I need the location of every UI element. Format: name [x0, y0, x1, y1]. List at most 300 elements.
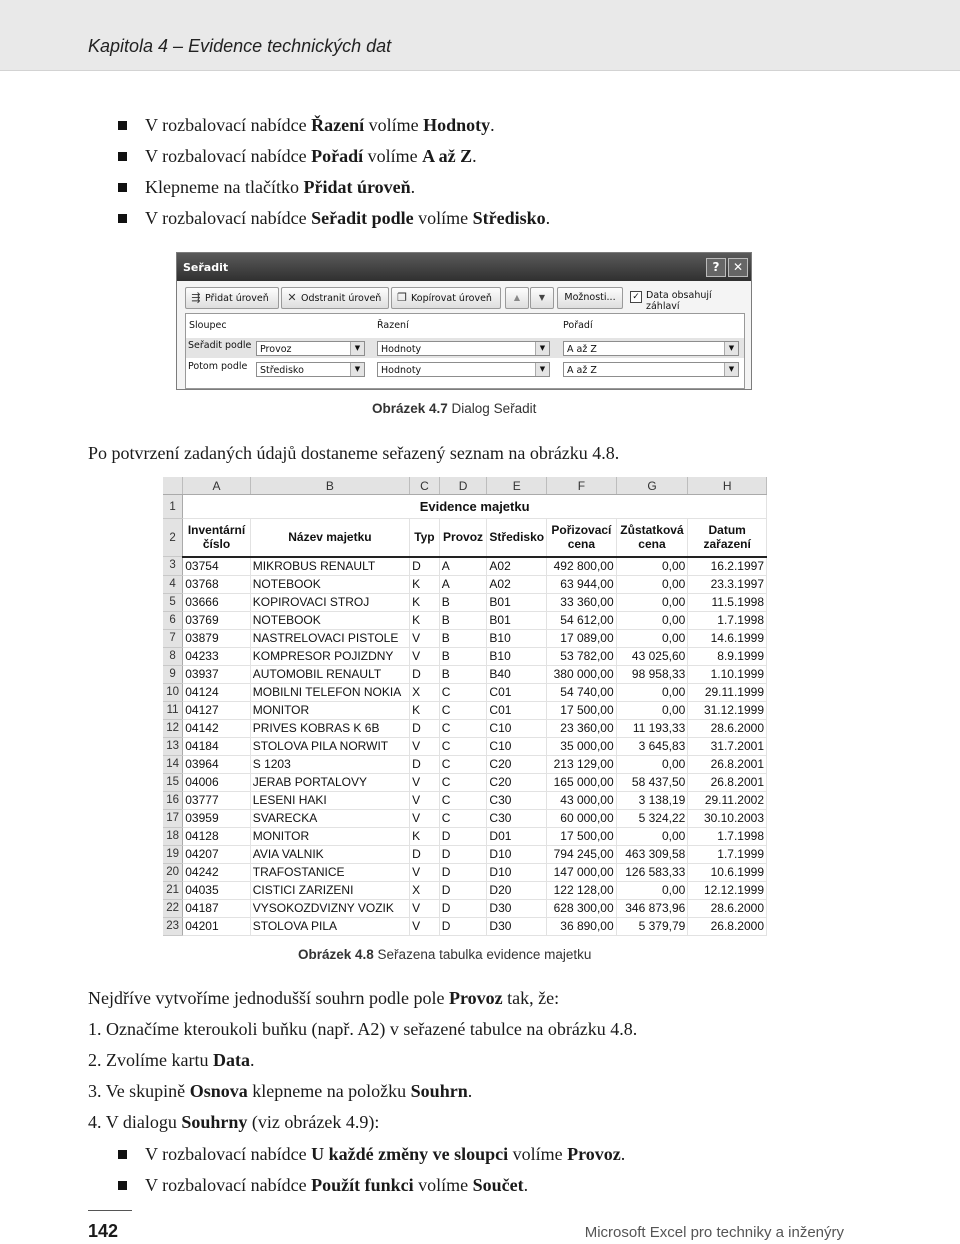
chevron-down-icon: ▼	[535, 342, 549, 355]
table-cell[interactable]: 36 890,00	[547, 917, 617, 935]
table-cell[interactable]: 35 000,00	[547, 737, 617, 755]
table-cell[interactable]: B	[439, 611, 487, 629]
remove-level-button[interactable]: ✕ Odstranit úroveň	[281, 287, 389, 309]
table-cell[interactable]: 04187	[183, 899, 250, 917]
close-button[interactable]: ✕	[728, 258, 748, 277]
options-button[interactable]: Možnosti...	[557, 287, 623, 309]
row-number[interactable]: 18	[163, 827, 183, 845]
top-bullet-list	[118, 114, 550, 238]
header-line: Datum	[708, 523, 746, 538]
header-line: Provoz	[443, 530, 484, 545]
header-line: cena	[567, 537, 596, 552]
chevron-down-icon: ▼	[350, 342, 364, 355]
column-letter[interactable]: H	[688, 477, 767, 495]
row-number[interactable]: 10	[163, 683, 183, 701]
table-cell[interactable]: X	[410, 881, 440, 899]
row-number[interactable]: 12	[163, 719, 183, 737]
table-cell[interactable]: 28.6.2000	[688, 719, 767, 737]
table-cell[interactable]: D	[410, 719, 440, 737]
table-cell[interactable]: 53 782,00	[547, 647, 617, 665]
table-cell[interactable]: D	[410, 665, 440, 683]
header-line: cena	[638, 537, 666, 552]
table-cell[interactable]: 63 944,00	[547, 575, 617, 593]
chapter-title: Kapitola 4 – Evidence technických dat	[88, 36, 392, 56]
column-letter[interactable]: G	[616, 477, 688, 495]
table-cell[interactable]: 147 000,00	[547, 863, 617, 881]
table-cell[interactable]: 04242	[183, 863, 250, 881]
table-cell[interactable]: 04207	[183, 845, 250, 863]
paragraph: Po potvrzení zadaných údajů dostaneme seřazený seznam na obrázku 4.8.	[88, 443, 620, 463]
bullet-item: V rozbalovací nabídce Seřadit podle volíme Středisko.	[118, 207, 550, 238]
table-cell[interactable]: 1.7.1999	[688, 845, 767, 863]
table-cell[interactable]: D	[439, 917, 487, 935]
then-by-label: Potom podle	[188, 361, 248, 372]
header-row	[163, 519, 767, 557]
row-number[interactable]: 7	[163, 629, 183, 647]
table-cell[interactable]: 29.11.2002	[688, 791, 767, 809]
table-cell[interactable]: 43 000,00	[547, 791, 617, 809]
table-cell[interactable]: D	[410, 557, 440, 576]
chevron-down-icon: ▼	[350, 363, 364, 376]
table-cell[interactable]: C10	[487, 719, 547, 737]
table-row	[163, 881, 767, 899]
table-row	[163, 629, 767, 647]
table-cell[interactable]: 8.9.1999	[688, 647, 767, 665]
table-cell[interactable]: D	[439, 827, 487, 845]
table-row	[163, 737, 767, 755]
table-cell[interactable]: MONITOR	[250, 701, 409, 719]
table-cell[interactable]: 0,00	[616, 557, 688, 576]
column-header-cell[interactable]	[410, 519, 440, 557]
table-cell[interactable]: C30	[487, 809, 547, 827]
table-cell[interactable]: 11 193,33	[616, 719, 688, 737]
row-number[interactable]: 11	[163, 701, 183, 719]
table-cell[interactable]: C	[439, 683, 487, 701]
figure-caption: Obrázek 4.8 Seřazena tabulka evidence majetku	[298, 947, 592, 962]
table-cell[interactable]: LESENI HAKI	[250, 791, 409, 809]
bullet-square-icon	[118, 152, 127, 161]
table-cell[interactable]: 17 500,00	[547, 827, 617, 845]
table-cell[interactable]: AVIA VALNIK	[250, 845, 409, 863]
table-cell[interactable]: 04142	[183, 719, 250, 737]
table-cell[interactable]: B10	[487, 647, 547, 665]
table-cell[interactable]: 213 129,00	[547, 755, 617, 773]
table-cell[interactable]: K	[410, 593, 440, 611]
table-cell[interactable]: 03768	[183, 575, 250, 593]
table-cell[interactable]: A	[439, 575, 487, 593]
table-row	[163, 917, 767, 935]
paragraph: Nejdříve vytvoříme jednodušší souhrn podle pole Provoz tak, že:	[88, 988, 560, 1008]
dialog-titlebar	[177, 253, 751, 281]
table-cell[interactable]: 10.6.1999	[688, 863, 767, 881]
row-number[interactable]: 9	[163, 665, 183, 683]
step-item: 2. Zvolíme kartu Data.	[88, 1050, 255, 1070]
row-number[interactable]: 21	[163, 881, 183, 899]
table-cell[interactable]: KOPIROVACI STROJ	[250, 593, 409, 611]
table-cell[interactable]: MONITOR	[250, 827, 409, 845]
sheet-table	[163, 477, 767, 936]
table-cell[interactable]: 26.8.2000	[688, 917, 767, 935]
table-cell[interactable]: CISTICI ZARIZENI	[250, 881, 409, 899]
table-cell[interactable]: 03666	[183, 593, 250, 611]
figure-caption: Obrázek 4.7 Dialog Seřadit	[372, 401, 537, 416]
table-cell[interactable]: V	[410, 917, 440, 935]
sheet-title[interactable]: Evidence majetku	[183, 495, 767, 519]
table-cell[interactable]: 346 873,96	[616, 899, 688, 917]
table-cell[interactable]: 60 000,00	[547, 809, 617, 827]
add-level-button[interactable]: ⇶ Přidat úroveň	[185, 287, 279, 309]
table-cell[interactable]: 26.8.2001	[688, 755, 767, 773]
column-header-cell[interactable]	[183, 519, 250, 557]
header-checkbox-label: Data obsahují záhlaví	[646, 290, 712, 312]
sort-levels-grid	[185, 313, 745, 389]
table-cell[interactable]: V	[410, 791, 440, 809]
table-cell[interactable]: 0,00	[616, 755, 688, 773]
dialog-title: Seřadit	[183, 261, 229, 274]
sort-on-header: Řazení	[377, 320, 409, 331]
row-number[interactable]: 4	[163, 575, 183, 593]
sort-by-column-select[interactable]: Provoz ▼	[256, 341, 365, 356]
column-header-cell[interactable]	[616, 519, 688, 557]
table-cell[interactable]: A02	[487, 575, 547, 593]
table-cell[interactable]: K	[410, 611, 440, 629]
step-item: 1. Označíme kteroukoli buňku (např. A2) v seřazené tabulce na obrázku 4.8.	[88, 1019, 638, 1039]
book-title: Microsoft Excel pro techniky a inženýry	[584, 1224, 844, 1241]
table-cell[interactable]: 1.10.1999	[688, 665, 767, 683]
table-cell[interactable]: C	[439, 737, 487, 755]
table-cell[interactable]: NASTRELOVACI PISTOLE	[250, 629, 409, 647]
table-cell[interactable]: 30.10.2003	[688, 809, 767, 827]
bottom-bullet-list	[118, 1143, 625, 1205]
table-cell[interactable]: 17 500,00	[547, 701, 617, 719]
table-cell[interactable]: 0,00	[616, 593, 688, 611]
table-cell[interactable]: S 1203	[250, 755, 409, 773]
column-letter[interactable]: B	[250, 477, 409, 495]
column-letter[interactable]: E	[487, 477, 547, 495]
sort-by-sorton-select[interactable]: Hodnoty ▼	[377, 341, 550, 356]
table-cell[interactable]: 5 324,22	[616, 809, 688, 827]
bullet-item: V rozbalovací nabídce U každé změny ve sloupci volíme Provoz.	[118, 1143, 625, 1174]
table-cell[interactable]: A02	[487, 557, 547, 576]
header-line: Typ	[414, 530, 435, 545]
table-cell[interactable]: 628 300,00	[547, 899, 617, 917]
table-cell[interactable]: D	[439, 845, 487, 863]
header-line: Středisko	[489, 530, 545, 545]
table-cell[interactable]: 463 309,58	[616, 845, 688, 863]
table-cell[interactable]: D	[410, 845, 440, 863]
table-cell[interactable]: 31.12.1999	[688, 701, 767, 719]
row-number[interactable]: 13	[163, 737, 183, 755]
sort-by-label: Seřadit podle	[188, 340, 252, 351]
table-cell[interactable]: C20	[487, 755, 547, 773]
table-cell[interactable]: 23.3.1997	[688, 575, 767, 593]
bullet-item: Klepneme na tlačítko Přidat úroveň.	[118, 176, 550, 207]
table-cell[interactable]: 492 800,00	[547, 557, 617, 576]
table-row	[163, 575, 767, 593]
table-cell[interactable]: TRAFOSTANICE	[250, 863, 409, 881]
table-cell[interactable]: STOLOVA PILA NORWIT	[250, 737, 409, 755]
table-cell[interactable]: 794 245,00	[547, 845, 617, 863]
help-button[interactable]: ?	[706, 258, 726, 277]
table-cell[interactable]: 33 360,00	[547, 593, 617, 611]
table-cell[interactable]: V	[410, 647, 440, 665]
row-number[interactable]: 2	[163, 519, 183, 557]
table-cell[interactable]: 04127	[183, 701, 250, 719]
table-cell[interactable]: STOLOVA PILA	[250, 917, 409, 935]
table-cell[interactable]: C	[439, 755, 487, 773]
table-cell[interactable]: 165 000,00	[547, 773, 617, 791]
table-cell[interactable]: D10	[487, 863, 547, 881]
table-cell[interactable]: D	[439, 899, 487, 917]
table-row	[163, 611, 767, 629]
table-cell[interactable]: 03964	[183, 755, 250, 773]
column-header-cell[interactable]	[250, 519, 409, 557]
row-number[interactable]: 1	[163, 495, 183, 519]
column-letter[interactable]: D	[439, 477, 487, 495]
table-cell[interactable]: D30	[487, 917, 547, 935]
column-header: Sloupec	[189, 320, 227, 331]
table-cell[interactable]: C	[439, 791, 487, 809]
table-row	[163, 719, 767, 737]
row-number[interactable]: 20	[163, 863, 183, 881]
column-header-cell[interactable]	[547, 519, 617, 557]
table-cell[interactable]: V	[410, 629, 440, 647]
table-cell[interactable]: 3 645,83	[616, 737, 688, 755]
table-cell[interactable]: 14.6.1999	[688, 629, 767, 647]
delete-icon: ✕	[287, 291, 297, 304]
row-number[interactable]: 5	[163, 593, 183, 611]
table-cell[interactable]: D01	[487, 827, 547, 845]
table-cell[interactable]: C01	[487, 683, 547, 701]
table-cell[interactable]: 29.11.1999	[688, 683, 767, 701]
table-cell[interactable]: 03777	[183, 791, 250, 809]
table-cell[interactable]: 28.6.2000	[688, 899, 767, 917]
header-line: Zůstatková	[620, 523, 684, 538]
step-item: 4. V dialogu Souhrny (viz obrázek 4.9):	[88, 1112, 380, 1132]
table-cell[interactable]: 03754	[183, 557, 250, 576]
table-cell[interactable]: C20	[487, 773, 547, 791]
table-cell[interactable]: D10	[487, 845, 547, 863]
column-header-cell[interactable]	[439, 519, 487, 557]
table-cell[interactable]: 04233	[183, 647, 250, 665]
table-row	[163, 557, 767, 576]
table-cell[interactable]: X	[410, 683, 440, 701]
table-cell[interactable]: 26.8.2001	[688, 773, 767, 791]
table-row	[163, 755, 767, 773]
select-all-corner[interactable]	[163, 477, 183, 495]
row-number[interactable]: 8	[163, 647, 183, 665]
table-cell[interactable]: 04201	[183, 917, 250, 935]
row-number[interactable]: 22	[163, 899, 183, 917]
table-cell[interactable]: 54 612,00	[547, 611, 617, 629]
table-cell[interactable]: V	[410, 899, 440, 917]
row-number[interactable]: 6	[163, 611, 183, 629]
row-number[interactable]: 19	[163, 845, 183, 863]
table-row	[163, 845, 767, 863]
table-cell[interactable]: A	[439, 557, 487, 576]
table-cell[interactable]: 0,00	[616, 701, 688, 719]
table-cell[interactable]: PRIVES KOBRAS K 6B	[250, 719, 409, 737]
move-down-button[interactable]: ▼	[530, 287, 554, 309]
table-cell[interactable]: 23 360,00	[547, 719, 617, 737]
table-cell[interactable]: B01	[487, 611, 547, 629]
table-cell[interactable]: 0,00	[616, 827, 688, 845]
table-cell[interactable]: 11.5.1998	[688, 593, 767, 611]
row-number[interactable]: 15	[163, 773, 183, 791]
table-row	[163, 665, 767, 683]
copy-level-button[interactable]: ❐ Kopírovat úroveň	[391, 287, 501, 309]
table-cell[interactable]: B	[439, 593, 487, 611]
table-cell[interactable]: NOTEBOOK	[250, 611, 409, 629]
table-cell[interactable]: 31.7.2001	[688, 737, 767, 755]
table-cell[interactable]: 16.2.1997	[688, 557, 767, 576]
bullet-square-icon	[118, 183, 127, 192]
table-cell[interactable]: VYSOKOZDVIZNY VOZIK	[250, 899, 409, 917]
table-cell[interactable]: MOBILNI TELEFON NOKIA	[250, 683, 409, 701]
table-cell[interactable]: C01	[487, 701, 547, 719]
table-cell[interactable]: C	[439, 719, 487, 737]
table-cell[interactable]: 54 740,00	[547, 683, 617, 701]
table-cell[interactable]: MIKROBUS RENAULT	[250, 557, 409, 576]
table-row	[163, 773, 767, 791]
table-cell[interactable]: V	[410, 773, 440, 791]
step-item: 3. Ve skupině Osnova klepneme na položku Souhrn.	[88, 1081, 473, 1101]
table-cell[interactable]: 0,00	[616, 881, 688, 899]
table-cell[interactable]: 1.7.1998	[688, 827, 767, 845]
row-number[interactable]: 17	[163, 809, 183, 827]
table-cell[interactable]: 04035	[183, 881, 250, 899]
header-line: zařazení	[703, 537, 751, 552]
table-cell[interactable]: 03937	[183, 665, 250, 683]
bullet-item: V rozbalovací nabídce Použít funkci volíme Součet.	[118, 1174, 625, 1205]
header-line: Inventární	[187, 523, 246, 538]
column-header-cell[interactable]	[487, 519, 547, 557]
table-cell[interactable]: 0,00	[616, 629, 688, 647]
table-cell[interactable]: 98 958,33	[616, 665, 688, 683]
column-letter[interactable]: C	[410, 477, 440, 495]
table-cell[interactable]: 0,00	[616, 683, 688, 701]
table-cell[interactable]: C30	[487, 791, 547, 809]
table-row	[163, 791, 767, 809]
table-cell[interactable]: 126 583,33	[616, 863, 688, 881]
table-cell[interactable]: 04184	[183, 737, 250, 755]
then-by-column-select[interactable]: Středisko ▼	[256, 362, 365, 377]
bullet-square-icon	[118, 121, 127, 130]
table-cell[interactable]: C	[439, 809, 487, 827]
row-number[interactable]: 14	[163, 755, 183, 773]
table-cell[interactable]: 5 379,79	[616, 917, 688, 935]
table-cell[interactable]: K	[410, 701, 440, 719]
bullet-square-icon	[118, 1181, 127, 1190]
chevron-down-icon: ▼	[535, 363, 549, 376]
table-cell[interactable]: 58 437,50	[616, 773, 688, 791]
table-cell[interactable]: V	[410, 809, 440, 827]
table-cell[interactable]: 04124	[183, 683, 250, 701]
bullet-square-icon	[118, 1150, 127, 1159]
table-cell[interactable]: B	[439, 629, 487, 647]
table-cell[interactable]: 03959	[183, 809, 250, 827]
add-level-icon: ⇶	[191, 291, 201, 304]
table-row	[163, 701, 767, 719]
chevron-down-icon: ▼	[724, 363, 738, 376]
column-letter[interactable]: A	[183, 477, 250, 495]
table-cell[interactable]: JERAB PORTALOVY	[250, 773, 409, 791]
then-by-sorton-select[interactable]: Hodnoty ▼	[377, 362, 550, 377]
sort-dialog	[176, 252, 752, 390]
table-cell[interactable]: NOTEBOOK	[250, 575, 409, 593]
table-cell[interactable]: D20	[487, 881, 547, 899]
row-number[interactable]: 23	[163, 917, 183, 935]
table-cell[interactable]: C10	[487, 737, 547, 755]
table-cell[interactable]: D	[439, 863, 487, 881]
bullet-square-icon	[118, 214, 127, 223]
spreadsheet	[163, 477, 767, 941]
table-row	[163, 899, 767, 917]
table-cell[interactable]: 43 025,60	[616, 647, 688, 665]
table-cell[interactable]: B01	[487, 593, 547, 611]
table-cell[interactable]: C	[439, 701, 487, 719]
table-cell[interactable]: KOMPRESOR POJIZDNY	[250, 647, 409, 665]
table-row	[163, 647, 767, 665]
table-cell[interactable]: K	[410, 827, 440, 845]
table-cell[interactable]: D30	[487, 899, 547, 917]
column-letter[interactable]: F	[547, 477, 617, 495]
header-checkbox[interactable]: ✓	[630, 291, 642, 303]
table-cell[interactable]: K	[410, 575, 440, 593]
table-cell[interactable]: 380 000,00	[547, 665, 617, 683]
table-cell[interactable]: 04006	[183, 773, 250, 791]
table-cell[interactable]: 04128	[183, 827, 250, 845]
table-cell[interactable]: V	[410, 737, 440, 755]
table-cell[interactable]: SVARECKA	[250, 809, 409, 827]
table-cell[interactable]: D	[410, 755, 440, 773]
table-cell[interactable]: 1.7.1998	[688, 611, 767, 629]
table-row	[163, 593, 767, 611]
table-cell[interactable]: B40	[487, 665, 547, 683]
table-cell[interactable]: B10	[487, 629, 547, 647]
table-cell[interactable]: 12.12.1999	[688, 881, 767, 899]
dialog-toolbar	[185, 287, 745, 311]
table-cell[interactable]: V	[410, 863, 440, 881]
table-row	[163, 683, 767, 701]
row-number[interactable]: 3	[163, 557, 183, 576]
table-cell[interactable]: B	[439, 665, 487, 683]
sort-by-order-select[interactable]: A až Z ▼	[563, 341, 739, 356]
row-number[interactable]: 16	[163, 791, 183, 809]
table-cell[interactable]: AUTOMOBIL RENAULT	[250, 665, 409, 683]
column-header-cell[interactable]	[688, 519, 767, 557]
page-header	[0, 0, 960, 71]
table-cell[interactable]: 17 089,00	[547, 629, 617, 647]
header-line: číslo	[202, 537, 231, 552]
table-cell[interactable]: D	[439, 881, 487, 899]
table-cell[interactable]: 03879	[183, 629, 250, 647]
chevron-down-icon: ▼	[724, 342, 738, 355]
table-cell[interactable]: 122 128,00	[547, 881, 617, 899]
table-cell[interactable]: C	[439, 773, 487, 791]
table-cell[interactable]: 0,00	[616, 611, 688, 629]
table-row	[163, 827, 767, 845]
table-row	[163, 863, 767, 881]
then-by-order-select[interactable]: A až Z ▼	[563, 362, 739, 377]
table-cell[interactable]: B	[439, 647, 487, 665]
header-line: Název majetku	[288, 530, 372, 545]
move-up-button[interactable]: ▲	[505, 287, 529, 309]
table-cell[interactable]: 03769	[183, 611, 250, 629]
bullet-item: V rozbalovací nabídce Řazení volíme Hodnoty.	[118, 114, 550, 145]
table-cell[interactable]: 0,00	[616, 575, 688, 593]
table-cell[interactable]: 3 138,19	[616, 791, 688, 809]
